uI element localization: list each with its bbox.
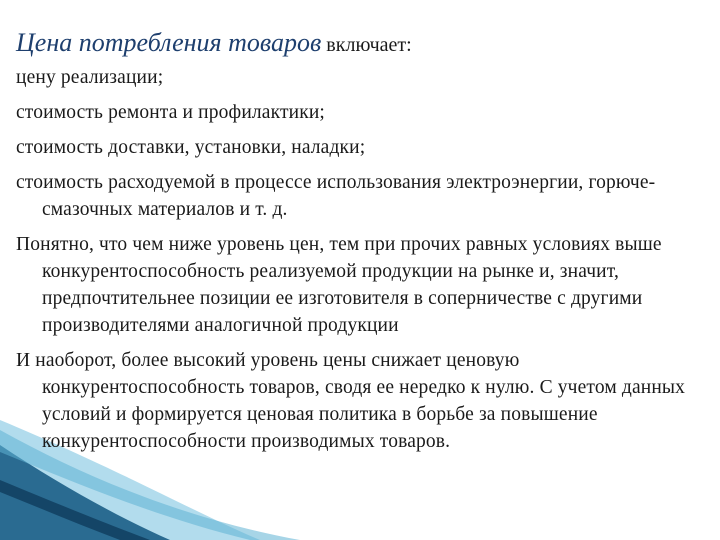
list-item-sale-price: цену реализации; [16,67,164,88]
list-item-delivery-cost: стоимость доставки, установки, наладки; [16,137,366,158]
slide-content [16,26,706,463]
title-rest: включает: [321,34,412,56]
list-item-repair-cost: стоимость ремонта и профилактики; [16,102,325,123]
title-emphasis: Цена потребления товаров [16,28,322,57]
slide-title [16,26,706,62]
paragraph-higher-price: И наоборот, более высокий уровень цены снижает ценовую конкурентоспособность товаров, сводя ее нередко к нулю. С учетом данных условий и формируется ценовая политика в борьбе за повышение конкурентоспособности производимых товаров. [16,350,686,452]
paragraph-lower-price: Понятно, что чем ниже уровень цен, тем при прочих равных условиях выше конкурентоспособность реализуемой продукции на рынке и, значит, предпочтительнее позиции ее изготовителя в соперничестве с другими производителями аналогичной продукции [16,234,662,336]
list-item-consumables-cost: стоимость расходуемой в процессе использования электроэнергии, горюче-смазочных материалов и т. д. [16,172,656,220]
